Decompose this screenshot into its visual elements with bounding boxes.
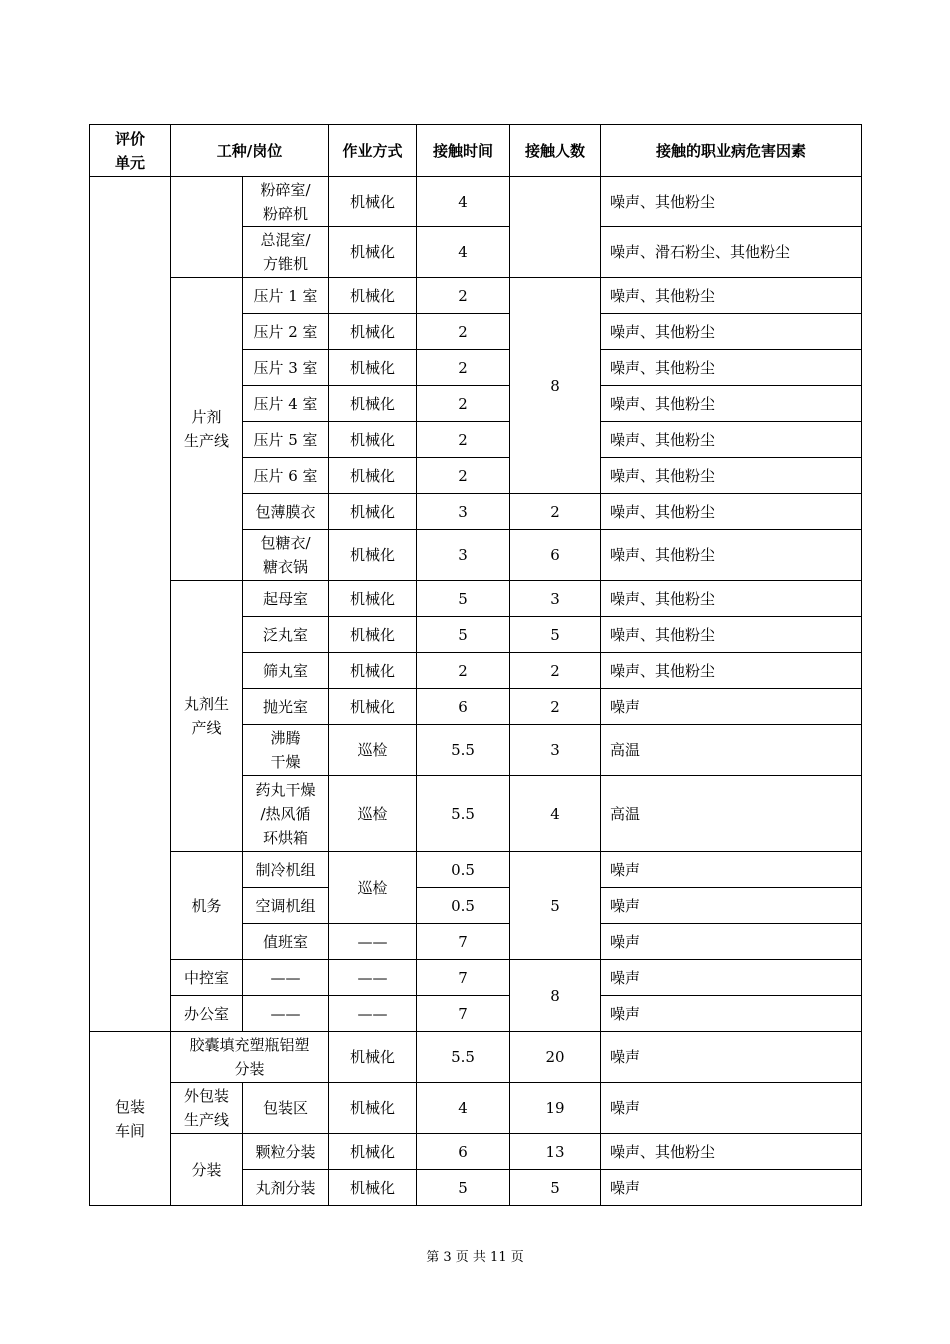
mode-cell: 巡检 bbox=[329, 776, 417, 852]
mode-cell: —— bbox=[329, 924, 417, 960]
hazard-cell: 噪声 bbox=[601, 1083, 862, 1134]
post-cell: 压片 3 室 bbox=[243, 350, 329, 386]
table-row bbox=[90, 996, 862, 1032]
table-row bbox=[90, 960, 862, 996]
count-cell: 8 bbox=[510, 960, 601, 1032]
hazard-cell: 噪声、其他粉尘 bbox=[601, 530, 862, 581]
count-cell bbox=[510, 177, 601, 278]
hazard-table bbox=[89, 124, 862, 1206]
mode-cell: 机械化 bbox=[329, 581, 417, 617]
count-cell: 5 bbox=[510, 852, 601, 960]
hazard-cell: 噪声 bbox=[601, 689, 862, 725]
mode-cell: 机械化 bbox=[329, 1032, 417, 1083]
hazard-cell: 噪声、其他粉尘 bbox=[601, 458, 862, 494]
mode-cell: 机械化 bbox=[329, 386, 417, 422]
post-cell: 压片 6 室 bbox=[243, 458, 329, 494]
header-time: 接触时间 bbox=[417, 125, 510, 177]
mode-cell: —— bbox=[329, 960, 417, 996]
count-cell: 2 bbox=[510, 653, 601, 689]
mode-cell: 机械化 bbox=[329, 1170, 417, 1206]
table-row bbox=[90, 1083, 862, 1134]
header-row bbox=[90, 125, 862, 177]
time-cell: 3 bbox=[417, 530, 510, 581]
mode-cell: 机械化 bbox=[329, 278, 417, 314]
time-cell: 2 bbox=[417, 386, 510, 422]
count-cell: 5 bbox=[510, 617, 601, 653]
mode-cell: 机械化 bbox=[329, 177, 417, 227]
hazard-cell: 噪声、其他粉尘 bbox=[601, 422, 862, 458]
post-cell: —— bbox=[243, 996, 329, 1032]
mode-cell: 机械化 bbox=[329, 1083, 417, 1134]
group-cell-pill: 丸剂生 产线 bbox=[171, 581, 243, 852]
mode-cell: 机械化 bbox=[329, 1134, 417, 1170]
post-cell: 值班室 bbox=[243, 924, 329, 960]
count-cell: 5 bbox=[510, 1170, 601, 1206]
time-cell: 2 bbox=[417, 422, 510, 458]
mode-cell: 机械化 bbox=[329, 494, 417, 530]
time-cell: 2 bbox=[417, 653, 510, 689]
post-cell: 包糖衣/ 糖衣锅 bbox=[243, 530, 329, 581]
mode-cell: 机械化 bbox=[329, 227, 417, 278]
hazard-cell: 噪声、滑石粉尘、其他粉尘 bbox=[601, 227, 862, 278]
hazard-cell: 噪声、其他粉尘 bbox=[601, 314, 862, 350]
group-cell-tablet: 片剂 生产线 bbox=[171, 278, 243, 581]
time-cell: 7 bbox=[417, 960, 510, 996]
count-cell: 6 bbox=[510, 530, 601, 581]
unit-cell-packaging: 包装 车间 bbox=[90, 1032, 171, 1206]
hazard-cell: 噪声 bbox=[601, 1032, 862, 1083]
hazard-cell: 噪声 bbox=[601, 888, 862, 924]
group-cell-machine: 机务 bbox=[171, 852, 243, 960]
post-cell: 沸腾 干燥 bbox=[243, 725, 329, 776]
post-cell: 压片 1 室 bbox=[243, 278, 329, 314]
time-cell: 2 bbox=[417, 458, 510, 494]
time-cell: 7 bbox=[417, 996, 510, 1032]
time-cell: 2 bbox=[417, 350, 510, 386]
hazard-cell: 噪声 bbox=[601, 996, 862, 1032]
group-cell-blank bbox=[171, 177, 243, 278]
mode-cell: 机械化 bbox=[329, 653, 417, 689]
time-cell: 5.5 bbox=[417, 776, 510, 852]
time-cell: 0.5 bbox=[417, 888, 510, 924]
header-count: 接触人数 bbox=[510, 125, 601, 177]
hazard-cell: 噪声、其他粉尘 bbox=[601, 386, 862, 422]
table-row bbox=[90, 1032, 862, 1083]
group-cell-control: 中控室 bbox=[171, 960, 243, 996]
time-cell: 5 bbox=[417, 1170, 510, 1206]
table-row bbox=[90, 581, 862, 617]
hazard-cell: 噪声、其他粉尘 bbox=[601, 177, 862, 227]
count-cell: 3 bbox=[510, 581, 601, 617]
post-cell: 起母室 bbox=[243, 581, 329, 617]
header-hazard: 接触的职业病危害因素 bbox=[601, 125, 862, 177]
table-row bbox=[90, 177, 862, 227]
mode-cell: 机械化 bbox=[329, 314, 417, 350]
hazard-cell: 噪声、其他粉尘 bbox=[601, 278, 862, 314]
post-cell: 压片 5 室 bbox=[243, 422, 329, 458]
group-cell-office: 办公室 bbox=[171, 996, 243, 1032]
hazard-cell: 噪声、其他粉尘 bbox=[601, 494, 862, 530]
unit-cell-production bbox=[90, 177, 171, 1032]
group-cell-split: 分装 bbox=[171, 1134, 243, 1206]
mode-cell: 机械化 bbox=[329, 617, 417, 653]
post-cell: 颗粒分装 bbox=[243, 1134, 329, 1170]
table-row bbox=[90, 1134, 862, 1170]
post-cell: 包薄膜衣 bbox=[243, 494, 329, 530]
hazard-cell: 噪声 bbox=[601, 1170, 862, 1206]
time-cell: 6 bbox=[417, 1134, 510, 1170]
table-row bbox=[90, 278, 862, 314]
hazard-cell: 噪声 bbox=[601, 924, 862, 960]
post-cell: 制冷机组 bbox=[243, 852, 329, 888]
count-cell: 4 bbox=[510, 776, 601, 852]
hazard-cell: 噪声 bbox=[601, 852, 862, 888]
hazard-cell: 噪声、其他粉尘 bbox=[601, 1134, 862, 1170]
time-cell: 4 bbox=[417, 1083, 510, 1134]
post-cell: 药丸干燥 /热风循 环烘箱 bbox=[243, 776, 329, 852]
header-mode: 作业方式 bbox=[329, 125, 417, 177]
time-cell: 5 bbox=[417, 617, 510, 653]
time-cell: 5.5 bbox=[417, 725, 510, 776]
time-cell: 2 bbox=[417, 314, 510, 350]
hazard-cell: 高温 bbox=[601, 725, 862, 776]
header-unit: 评价 单元 bbox=[90, 125, 171, 177]
time-cell: 2 bbox=[417, 278, 510, 314]
hazard-cell: 噪声、其他粉尘 bbox=[601, 653, 862, 689]
time-cell: 0.5 bbox=[417, 852, 510, 888]
count-cell: 3 bbox=[510, 725, 601, 776]
hazard-cell: 噪声、其他粉尘 bbox=[601, 617, 862, 653]
count-cell: 2 bbox=[510, 689, 601, 725]
time-cell: 4 bbox=[417, 177, 510, 227]
post-cell: 丸剂分装 bbox=[243, 1170, 329, 1206]
mode-cell: 机械化 bbox=[329, 530, 417, 581]
time-cell: 5.5 bbox=[417, 1032, 510, 1083]
group-cell-capsule: 胶囊填充塑瓶铝塑 分装 bbox=[171, 1032, 329, 1083]
count-cell: 13 bbox=[510, 1134, 601, 1170]
post-cell: 筛丸室 bbox=[243, 653, 329, 689]
time-cell: 7 bbox=[417, 924, 510, 960]
time-cell: 3 bbox=[417, 494, 510, 530]
post-cell: —— bbox=[243, 960, 329, 996]
mode-cell: —— bbox=[329, 996, 417, 1032]
table-row bbox=[90, 852, 862, 888]
header-post: 工种/岗位 bbox=[171, 125, 329, 177]
hazard-cell: 高温 bbox=[601, 776, 862, 852]
mode-cell: 巡检 bbox=[329, 725, 417, 776]
hazard-cell: 噪声、其他粉尘 bbox=[601, 350, 862, 386]
count-cell: 8 bbox=[510, 278, 601, 494]
time-cell: 5 bbox=[417, 581, 510, 617]
time-cell: 4 bbox=[417, 227, 510, 278]
group-cell-outer: 外包装 生产线 bbox=[171, 1083, 243, 1134]
post-cell: 粉碎室/ 粉碎机 bbox=[243, 177, 329, 227]
post-cell: 泛丸室 bbox=[243, 617, 329, 653]
hazard-cell: 噪声 bbox=[601, 960, 862, 996]
mode-cell: 机械化 bbox=[329, 350, 417, 386]
post-cell: 压片 4 室 bbox=[243, 386, 329, 422]
post-cell: 空调机组 bbox=[243, 888, 329, 924]
page-footer: 第 3 页 共 11 页 bbox=[426, 1250, 524, 1265]
count-cell: 20 bbox=[510, 1032, 601, 1083]
mode-cell: 机械化 bbox=[329, 689, 417, 725]
time-cell: 6 bbox=[417, 689, 510, 725]
count-cell: 19 bbox=[510, 1083, 601, 1134]
mode-cell: 机械化 bbox=[329, 458, 417, 494]
count-cell: 2 bbox=[510, 494, 601, 530]
post-cell: 包装区 bbox=[243, 1083, 329, 1134]
post-cell: 抛光室 bbox=[243, 689, 329, 725]
post-cell: 压片 2 室 bbox=[243, 314, 329, 350]
hazard-cell: 噪声、其他粉尘 bbox=[601, 581, 862, 617]
post-cell: 总混室/ 方锥机 bbox=[243, 227, 329, 278]
mode-cell: 巡检 bbox=[329, 852, 417, 924]
mode-cell: 机械化 bbox=[329, 422, 417, 458]
